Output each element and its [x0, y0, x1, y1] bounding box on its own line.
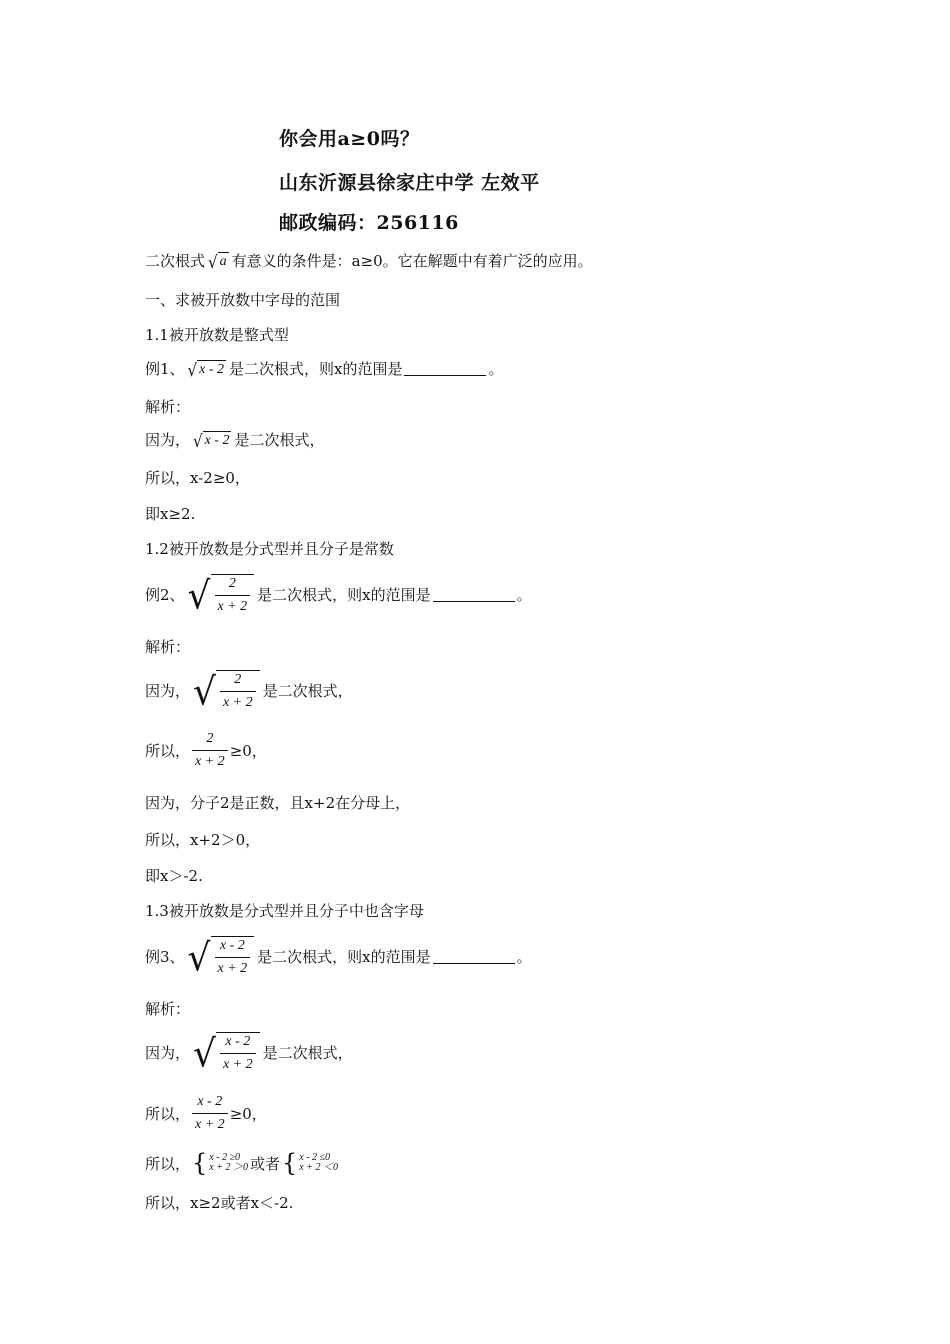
answer-blank	[433, 587, 515, 602]
system-row: x - 2 ≥0	[209, 1152, 241, 1163]
subsection-1-2: 1.2被开放数是分式型并且分子是常数	[145, 540, 394, 558]
numerator: x - 2	[197, 1094, 223, 1109]
is-quadratic-text: 是二次根式，	[262, 682, 353, 700]
or-text: 或者	[249, 1154, 280, 1173]
sqrt-fraction-formula: √ $\frac{2}{x + 2}$	[193, 670, 260, 711]
ex1-step-1	[145, 429, 324, 450]
example-1-text: 是二次根式，则x的范围是	[229, 360, 403, 378]
analysis-label: 解析：	[145, 398, 191, 416]
radicand: x - 2	[204, 432, 230, 448]
example-3-text: 是二次根式，则x的范围是	[257, 948, 431, 966]
is-quadratic-text: 是二次根式，	[234, 431, 325, 449]
sqrt-formula: √ x - 2	[193, 430, 230, 451]
subsection-1-3: 1.3被开放数是分式型并且分子中也含字母	[145, 902, 424, 920]
because-text: 因为，	[145, 1044, 191, 1062]
inequality-system-2: { x - 2 ≤0 x + 2 ＜0	[282, 1149, 338, 1177]
ex3-step-1	[145, 1032, 353, 1077]
because-text: 因为，	[145, 431, 191, 449]
period: 。	[516, 586, 532, 604]
example-1	[145, 358, 503, 379]
example-2	[145, 574, 532, 619]
author-line: 山东沂源县徐家庄中学 左效平	[279, 172, 540, 194]
analysis-label: 解析：	[145, 638, 191, 656]
sqrt-formula: √ x - 2	[187, 359, 224, 380]
numerator: 2	[206, 731, 214, 746]
denominator: x + 2	[215, 957, 251, 977]
postal-code-line: 邮政编码：256116	[279, 212, 459, 234]
example-3	[145, 936, 532, 981]
inequality-text: ≥0，	[229, 742, 267, 760]
example-2-text: 是二次根式，则x的范围是	[257, 586, 431, 604]
sqrt-fraction-formula: √ $\frac{x - 2}{x + 2}$	[193, 1032, 260, 1073]
so-text: 所以，	[145, 469, 191, 487]
inequality-text: ≥0，	[229, 1105, 267, 1123]
ex2-step-3: 因为，分子2是正数，且x+2在分母上，	[145, 794, 411, 812]
numerator: x - 2	[225, 1034, 251, 1049]
ex2-step-1	[145, 670, 353, 715]
so-text: 所以，	[145, 1105, 191, 1123]
fraction-formula	[192, 731, 228, 770]
numerator: x - 2	[219, 938, 245, 953]
ex2-step-5: 即x＞-2.	[145, 867, 203, 885]
system-row: x + 2 ＜0	[299, 1162, 338, 1173]
example-1-label: 例1、	[145, 360, 185, 378]
subsection-1-1: 1.1被开放数是整式型	[145, 326, 289, 344]
system-row: x - 2 ≤0	[299, 1152, 331, 1163]
ex2-step-4: 所以，x+2＞0，	[145, 831, 261, 849]
denominator: x + 2	[220, 691, 256, 711]
numerator: 2	[228, 576, 236, 591]
ex3-step-4: 所以，x≥2或者x＜-2.	[145, 1194, 294, 1212]
radicand: x - 2	[199, 361, 224, 377]
section-heading-1: 一、求被开放数中字母的范围	[145, 291, 341, 309]
article-title: 你会用a≥0吗？	[279, 128, 420, 150]
numerator: 2	[234, 672, 242, 687]
fraction-formula	[192, 1094, 228, 1133]
sqrt-a-formula: √ a	[208, 251, 227, 272]
system-row: x + 2 ＞0	[209, 1162, 248, 1173]
denominator: x + 2	[192, 1113, 228, 1133]
ex1-step-2	[145, 467, 250, 488]
period: 。	[488, 360, 504, 378]
intro-text-pre: 二次根式	[145, 252, 206, 270]
example-2-label: 例2、	[145, 586, 185, 604]
ex1-step-3: 即x≥2.	[145, 505, 196, 523]
ex2-step-2	[145, 731, 267, 770]
sqrt-a-radicand: a	[219, 253, 227, 269]
answer-blank	[404, 361, 486, 376]
sqrt-fraction-formula: √ $\frac{2}{x + 2}$	[188, 574, 255, 615]
example-3-label: 例3、	[145, 948, 185, 966]
sqrt-fraction-formula: √ $\frac{x - 2}{x + 2}$	[188, 936, 255, 977]
denominator: x + 2	[215, 595, 251, 615]
denominator: x + 2	[192, 750, 228, 770]
ex3-step-3	[145, 1151, 340, 1175]
intro-text-post: 有意义的条件是：a≥0。它在解题中有着广泛的应用。	[231, 252, 593, 270]
so-text: 所以，	[145, 742, 191, 760]
intro-paragraph	[145, 250, 593, 271]
is-quadratic-text: 是二次根式，	[262, 1044, 353, 1062]
so-text: 所以，	[145, 1154, 191, 1173]
period: 。	[516, 948, 532, 966]
inequality-text: x-2≥0，	[190, 469, 250, 487]
because-text: 因为，	[145, 682, 191, 700]
denominator: x + 2	[220, 1053, 256, 1073]
inequality-system-1: { x - 2 ≥0 x + 2 ＞0	[192, 1149, 248, 1177]
analysis-label: 解析：	[145, 1000, 191, 1018]
ex3-step-2	[145, 1094, 267, 1133]
answer-blank	[433, 949, 515, 964]
